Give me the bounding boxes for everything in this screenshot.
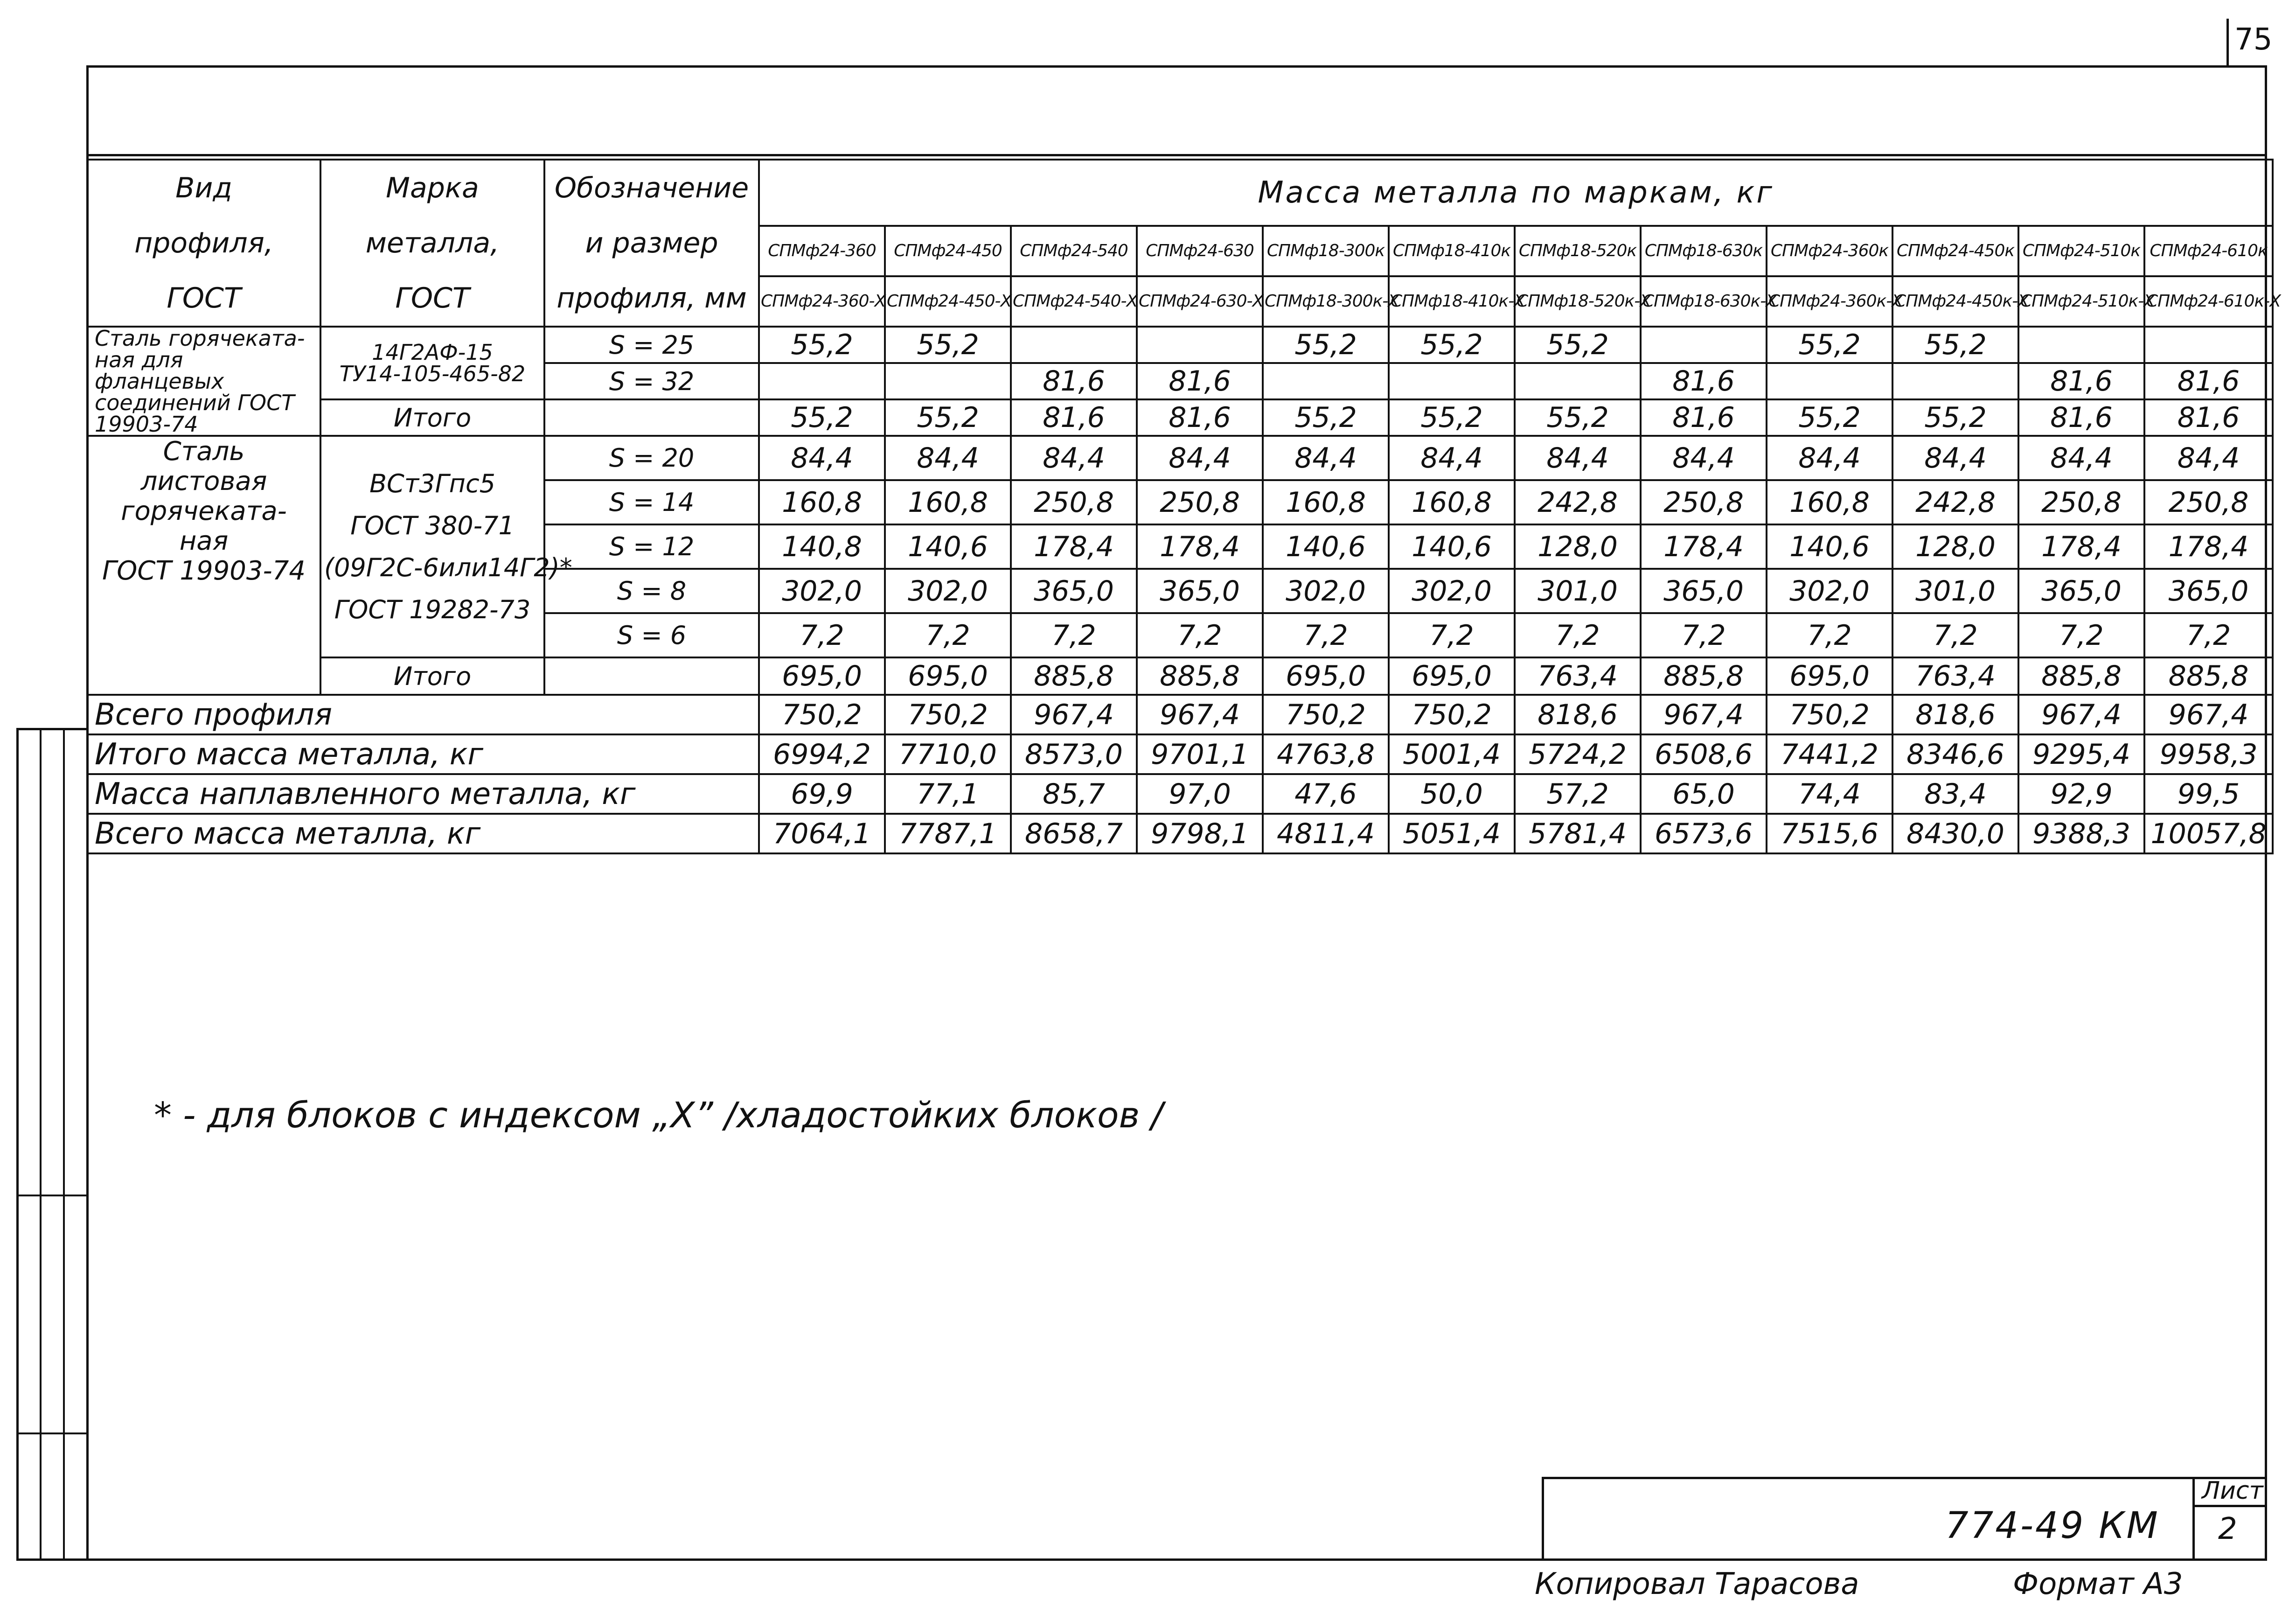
summary-label: Всего масса металла, кг [87, 814, 759, 853]
header-profile-line3: ГОСТ [167, 282, 241, 314]
grade-cell [320, 327, 544, 399]
value-cell: 7,2 [759, 613, 885, 657]
value-cell [2144, 327, 2273, 363]
value-cell [1011, 327, 1137, 363]
value-cell: 178,4 [1137, 524, 1263, 569]
value-cell: 140,8 [759, 524, 885, 569]
value-cell: 97,0 [1137, 774, 1263, 814]
value-cell: 695,0 [759, 657, 885, 695]
value-cell: 365,0 [2144, 569, 2273, 613]
value-cell: 763,4 [1515, 657, 1641, 695]
summary-row [87, 774, 2273, 814]
value-cell: 9798,1 [1137, 814, 1263, 853]
value-cell: 5001,4 [1389, 734, 1515, 774]
value-cell: 750,2 [1389, 695, 1515, 734]
header-grade-line2: металла, [365, 227, 500, 259]
value-cell: 74,4 [1767, 774, 1892, 814]
value-cell: 81,6 [1641, 363, 1767, 399]
value-cell: 160,8 [885, 480, 1011, 524]
mark-header: СПМф24-450 [885, 226, 1011, 276]
value-cell: 9295,4 [2018, 734, 2144, 774]
value-cell: 84,4 [1767, 436, 1892, 480]
copied-by: Копировал Тарасова [1535, 1567, 1859, 1601]
value-cell: 7,2 [1515, 613, 1641, 657]
mark-header: СПМф18-410к [1389, 226, 1515, 276]
value-cell: 160,8 [1767, 480, 1892, 524]
value-cell: 99,5 [2144, 774, 2273, 814]
value-cell: 47,6 [1263, 774, 1389, 814]
value-cell: 250,8 [2018, 480, 2144, 524]
metal-mass-table [86, 159, 2281, 854]
value-cell: 55,2 [1263, 327, 1389, 363]
mark-header-x: СПМф18-520к-Х [1515, 276, 1641, 327]
margin-stamp-strip [16, 728, 86, 1561]
value-cell: 84,4 [1641, 436, 1767, 480]
value-cell: 128,0 [1892, 524, 2018, 569]
mark-header-x: СПМф24-610к-Х [2144, 276, 2273, 327]
table-row [87, 399, 2273, 436]
value-cell [1263, 363, 1389, 399]
header-steel-grade [320, 160, 544, 327]
profile-cell: Сталь горячеката-ная для фланцевых соединений ГОСТ 19903-74 [87, 327, 320, 436]
profile-line: листовая [140, 466, 267, 496]
value-cell: 55,2 [1515, 327, 1641, 363]
value-cell: 967,4 [1641, 695, 1767, 734]
value-cell: 55,2 [1892, 399, 2018, 436]
corner-divider [2226, 19, 2229, 65]
value-cell: 55,2 [1892, 327, 2018, 363]
value-cell: 250,8 [1137, 480, 1263, 524]
value-cell: 7441,2 [1767, 734, 1892, 774]
total-label: Итого [320, 657, 544, 695]
table-row [87, 436, 2273, 480]
value-cell: 4811,4 [1263, 814, 1389, 853]
value-cell: 140,6 [1263, 524, 1389, 569]
value-cell: 55,2 [759, 399, 885, 436]
summary-row [87, 814, 2273, 853]
value-cell: 885,8 [2018, 657, 2144, 695]
value-cell: 84,4 [759, 436, 885, 480]
value-cell [759, 363, 885, 399]
value-cell: 55,2 [885, 399, 1011, 436]
value-cell: 250,8 [2144, 480, 2273, 524]
value-cell: 81,6 [2144, 399, 2273, 436]
header-designation-line1: Обозначение [554, 172, 749, 204]
profile-line: ная [179, 526, 229, 556]
profile-line: горячеката- [121, 496, 287, 526]
profile-line: Сталь [163, 436, 245, 467]
value-cell: 5051,4 [1389, 814, 1515, 853]
grade-line: (09Г2С-6или14Г2)* [324, 552, 572, 582]
value-cell: 160,8 [1263, 480, 1389, 524]
value-cell: 7,2 [1137, 613, 1263, 657]
value-cell: 885,8 [2144, 657, 2273, 695]
value-cell: 302,0 [1389, 569, 1515, 613]
value-cell: 242,8 [1515, 480, 1641, 524]
value-cell: 250,8 [1641, 480, 1767, 524]
profile-cell [87, 436, 320, 695]
value-cell: 7,2 [1767, 613, 1892, 657]
value-cell: 81,6 [1137, 399, 1263, 436]
value-cell: 302,0 [759, 569, 885, 613]
mark-header: СПМф24-360к [1767, 226, 1892, 276]
margin-divider [63, 728, 65, 1561]
value-cell: 55,2 [1389, 399, 1515, 436]
header-profile-line2: профиля, [134, 227, 273, 259]
value-cell: 83,4 [1892, 774, 2018, 814]
value-cell: 55,2 [1767, 399, 1892, 436]
value-cell: 967,4 [1137, 695, 1263, 734]
value-cell: 128,0 [1515, 524, 1641, 569]
value-cell: 10057,8 [2144, 814, 2273, 853]
value-cell: 140,6 [1767, 524, 1892, 569]
value-cell: 69,9 [759, 774, 885, 814]
value-cell: 8430,0 [1892, 814, 2018, 853]
summary-row [87, 734, 2273, 774]
value-cell: 7,2 [1263, 613, 1389, 657]
value-cell: 4763,8 [1263, 734, 1389, 774]
value-cell: 6508,6 [1641, 734, 1767, 774]
value-cell: 5781,4 [1515, 814, 1641, 853]
paper-format: Формат А3 [2013, 1567, 2183, 1601]
value-cell: 9701,1 [1137, 734, 1263, 774]
size-cell: S = 32 [544, 363, 759, 399]
value-cell: 302,0 [1263, 569, 1389, 613]
value-cell: 7,2 [2144, 613, 2273, 657]
value-cell: 140,6 [885, 524, 1011, 569]
value-cell: 818,6 [1515, 695, 1641, 734]
value-cell: 7710,0 [885, 734, 1011, 774]
value-cell: 750,2 [759, 695, 885, 734]
value-cell: 84,4 [1137, 436, 1263, 480]
value-cell: 178,4 [1011, 524, 1137, 569]
header-mass-by-marks: Масса металла по маркам, кг [759, 160, 2273, 226]
value-cell: 178,4 [2144, 524, 2273, 569]
value-cell: 84,4 [885, 436, 1011, 480]
size-cell: S = 14 [544, 480, 759, 524]
total-label: Итого [320, 399, 544, 436]
header-grade-line1: Марка [386, 172, 479, 204]
value-cell: 84,4 [2018, 436, 2144, 480]
value-cell: 967,4 [2144, 695, 2273, 734]
mark-header-x: СПМф18-410к-Х [1389, 276, 1515, 327]
value-cell: 7515,6 [1767, 814, 1892, 853]
mark-header-x: СПМф24-360к-Х [1767, 276, 1892, 327]
value-cell: 885,8 [1641, 657, 1767, 695]
value-cell: 55,2 [1389, 327, 1515, 363]
value-cell: 55,2 [1263, 399, 1389, 436]
mark-header: СПМф18-300к [1263, 226, 1389, 276]
sheet-label: Лист [2202, 1477, 2263, 1505]
mark-header-x: СПМф18-300к-Х [1263, 276, 1389, 327]
header-designation-line2: и размер [585, 227, 718, 259]
value-cell: 967,4 [2018, 695, 2144, 734]
value-cell: 84,4 [2144, 436, 2273, 480]
document-code: 774-49 КМ [1945, 1505, 2160, 1547]
value-cell: 55,2 [759, 327, 885, 363]
value-cell: 301,0 [1892, 569, 2018, 613]
table-row [87, 327, 2273, 363]
mark-header: СПМф24-540 [1011, 226, 1137, 276]
value-cell: 818,6 [1892, 695, 2018, 734]
mark-header-x: СПМф24-510к-Х [2018, 276, 2144, 327]
header-profile-line1: Вид [175, 172, 232, 204]
value-cell: 160,8 [1389, 480, 1515, 524]
value-cell: 65,0 [1641, 774, 1767, 814]
value-cell: 8573,0 [1011, 734, 1137, 774]
footnote: * - для блоков с индексом „Х” /хладостойких блоков / [154, 1094, 1163, 1136]
grade-line: ГОСТ 19282-73 [334, 594, 531, 624]
value-cell [1137, 327, 1263, 363]
value-cell: 55,2 [1515, 399, 1641, 436]
mark-header: СПМф24-610к [2144, 226, 2273, 276]
sheet-number: 2 [2218, 1512, 2237, 1546]
header-designation [544, 160, 759, 327]
value-cell: 695,0 [1389, 657, 1515, 695]
value-cell [885, 363, 1011, 399]
profile-line: ГОСТ 19903-74 [102, 556, 306, 586]
value-cell: 695,0 [1263, 657, 1389, 695]
empty-cell [544, 399, 759, 436]
mark-header: СПМф24-360 [759, 226, 885, 276]
grade-line: 14Г2АФ-15 [372, 340, 493, 365]
value-cell: 84,4 [1515, 436, 1641, 480]
value-cell [1515, 363, 1641, 399]
value-cell: 5724,2 [1515, 734, 1641, 774]
value-cell: 84,4 [1389, 436, 1515, 480]
value-cell: 50,0 [1389, 774, 1515, 814]
value-cell: 81,6 [2018, 363, 2144, 399]
value-cell: 885,8 [1137, 657, 1263, 695]
size-cell: S = 8 [544, 569, 759, 613]
value-cell: 250,8 [1011, 480, 1137, 524]
value-cell: 57,2 [1515, 774, 1641, 814]
value-cell: 81,6 [1011, 363, 1137, 399]
value-cell [1892, 363, 2018, 399]
value-cell: 84,4 [1011, 436, 1137, 480]
size-cell: S = 6 [544, 613, 759, 657]
value-cell: 7,2 [1892, 613, 2018, 657]
header-designation-line3: профиля, мм [557, 282, 747, 314]
mark-header-x: СПМф24-450к-Х [1892, 276, 2018, 327]
mark-header-x: СПМф24-360-Х [759, 276, 885, 327]
sheet-cell-divider [2192, 1505, 2267, 1507]
value-cell [2018, 327, 2144, 363]
value-cell: 7787,1 [885, 814, 1011, 853]
value-cell: 6573,6 [1641, 814, 1767, 853]
value-cell: 85,7 [1011, 774, 1137, 814]
value-cell: 9958,3 [2144, 734, 2273, 774]
margin-divider [40, 728, 42, 1561]
value-cell: 302,0 [1767, 569, 1892, 613]
summary-label: Всего профиля [87, 695, 759, 734]
value-cell: 7,2 [2018, 613, 2144, 657]
table-row [87, 657, 2273, 695]
summary-label: Масса наплавленного металла, кг [87, 774, 759, 814]
grade-line: ГОСТ 380-71 [350, 510, 515, 540]
size-cell: S = 12 [544, 524, 759, 569]
value-cell: 160,8 [759, 480, 885, 524]
summary-label: Итого масса металла, кг [87, 734, 759, 774]
header-grade-line3: ГОСТ [395, 282, 470, 314]
value-cell: 242,8 [1892, 480, 2018, 524]
value-cell: 302,0 [885, 569, 1011, 613]
value-cell: 365,0 [1137, 569, 1263, 613]
value-cell: 750,2 [885, 695, 1011, 734]
size-cell: S = 20 [544, 436, 759, 480]
value-cell: 301,0 [1515, 569, 1641, 613]
grade-cell [320, 436, 572, 657]
value-cell: 84,4 [1892, 436, 2018, 480]
value-cell: 7,2 [885, 613, 1011, 657]
value-cell [1641, 327, 1767, 363]
value-cell: 365,0 [1641, 569, 1767, 613]
mark-header-x: СПМф24-450-Х [885, 276, 1011, 327]
mark-header-x: СПМф18-630к-Х [1641, 276, 1767, 327]
value-cell: 77,1 [885, 774, 1011, 814]
value-cell: 7,2 [1389, 613, 1515, 657]
header-profile-type [87, 160, 320, 327]
mark-header: СПМф18-520к [1515, 226, 1641, 276]
value-cell: 365,0 [2018, 569, 2144, 613]
value-cell: 750,2 [1263, 695, 1389, 734]
mark-header: СПМф24-450к [1892, 226, 2018, 276]
grade-line: ВСт3Гпс5 [369, 468, 495, 498]
frame-header-line [86, 154, 2267, 156]
value-cell: 7,2 [1011, 613, 1137, 657]
value-cell: 55,2 [1767, 327, 1892, 363]
mark-header: СПМф18-630к [1641, 226, 1767, 276]
size-cell: S = 25 [544, 327, 759, 363]
mark-header-x: СПМф24-630-Х [1137, 276, 1263, 327]
value-cell: 8658,7 [1011, 814, 1137, 853]
value-cell: 6994,2 [759, 734, 885, 774]
value-cell: 81,6 [1011, 399, 1137, 436]
page-number: 75 [2234, 22, 2273, 57]
mark-header: СПМф24-630 [1137, 226, 1263, 276]
mark-header: СПМф24-510к [2018, 226, 2144, 276]
margin-divider [16, 1432, 86, 1434]
value-cell: 750,2 [1767, 695, 1892, 734]
value-cell: 967,4 [1011, 695, 1137, 734]
value-cell: 885,8 [1011, 657, 1137, 695]
value-cell: 763,4 [1892, 657, 2018, 695]
grade-line: ТУ14-105-465-82 [339, 361, 526, 386]
value-cell: 55,2 [885, 327, 1011, 363]
value-cell: 695,0 [885, 657, 1011, 695]
value-cell: 7064,1 [759, 814, 885, 853]
value-cell: 81,6 [1137, 363, 1263, 399]
summary-row [87, 695, 2273, 734]
empty-cell [544, 657, 759, 695]
value-cell: 178,4 [1641, 524, 1767, 569]
value-cell: 84,4 [1263, 436, 1389, 480]
value-cell: 92,9 [2018, 774, 2144, 814]
value-cell: 7,2 [1641, 613, 1767, 657]
value-cell [1389, 363, 1515, 399]
mark-header-x: СПМф24-540-Х [1011, 276, 1137, 327]
value-cell: 178,4 [2018, 524, 2144, 569]
value-cell: 81,6 [2018, 399, 2144, 436]
value-cell [1767, 363, 1892, 399]
value-cell: 365,0 [1011, 569, 1137, 613]
value-cell: 9388,3 [2018, 814, 2144, 853]
margin-divider [16, 1195, 86, 1196]
value-cell: 140,6 [1389, 524, 1515, 569]
value-cell: 81,6 [1641, 399, 1767, 436]
value-cell: 81,6 [2144, 363, 2273, 399]
value-cell: 695,0 [1767, 657, 1892, 695]
value-cell: 8346,6 [1892, 734, 2018, 774]
